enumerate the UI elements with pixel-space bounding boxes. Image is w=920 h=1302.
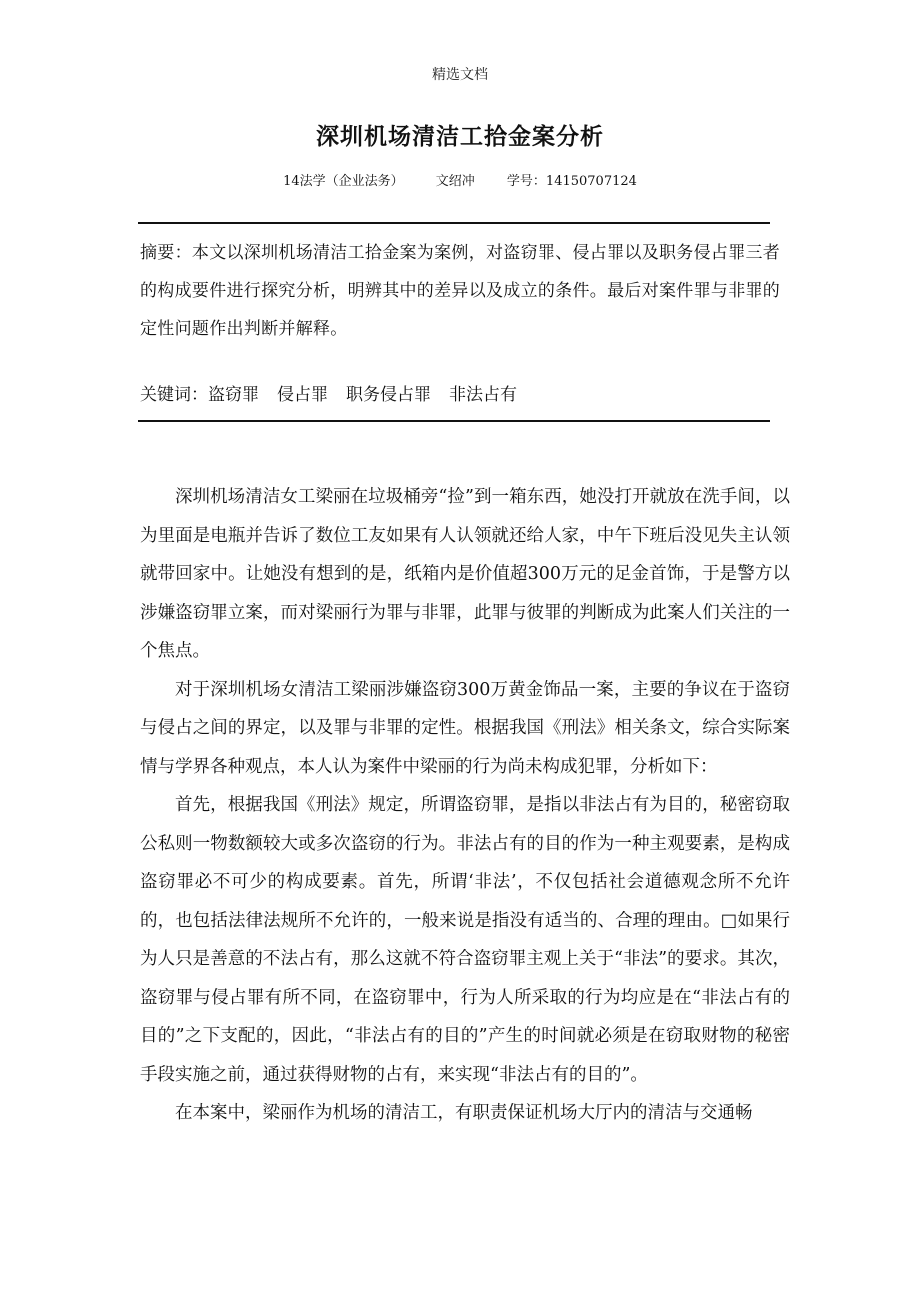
- author-name: 文绍冲: [435, 174, 475, 189]
- document-title: 深圳机场清洁工拾金案分析: [316, 123, 604, 150]
- keyword-item: 职务侵占罪: [346, 385, 431, 405]
- keyword-item: 盗窃罪: [208, 385, 259, 405]
- bottom-divider: [138, 420, 770, 422]
- abstract: 摘要：本文以深圳机场清洁工拾金案为案例，对盗窃罪、侵占罪以及职务侵占罪三者的构成要件进行探究分析，明辨其中的差异以及成立的条件。最后对案件罪与非罪的定性问题作出判断并解释。: [140, 243, 781, 339]
- body-text: [140, 478, 790, 1133]
- paragraph: 在本案中，梁丽作为机场的清洁工，有职责保证机场大厅内的清洁与交通畅: [175, 1103, 753, 1123]
- author-class: 14法学（企业法务）: [283, 174, 404, 189]
- author-student-id: 学号：14150707124: [506, 174, 637, 189]
- keywords: [140, 376, 780, 414]
- keyword-item: 非法占有: [449, 385, 517, 405]
- paragraph: 深圳机场清洁女工梁丽在垃圾桶旁“捡”到一箱东西，她没打开就放在洗手间，以为里面是电瓶并告诉了数位工友如果有人认领就还给人家，中午下班后没见失主认领就带回家中。让她没有想到的是，纸箱内是价值超300万元的足金首饰，于是警方以涉嫌盗窃罪立案，而对梁丽行为罪与非罪，此罪与彼罪的判断成为此案人们关注的一个焦点。: [140, 487, 790, 661]
- keywords-list: [208, 385, 535, 405]
- author-line: [0, 170, 920, 189]
- top-divider: [138, 222, 770, 224]
- paragraph: 对于深圳机场女清洁工梁丽涉嫌盗窃300万黄金饰品一案，主要的争议在于盗窃与侵占之间的界定，以及罪与非罪的定性。根据我国《刑法》相关条文，综合实际案情与学界各种观点，本人认为案件中梁丽的行为尚未构成犯罪，分析如下：: [140, 679, 790, 777]
- paragraph: 首先，根据我国《刑法》规定，所谓盗窃罪，是指以非法占有为目的，秘密窃取公私则一物数额较大或多次盗窃的行为。非法占有的目的作为一种主观要素，是构成盗窃罪必不可少的构成要素。首先，所谓‘非法’，不仅包括社会道德观念所不允许的，也包括法律法规所不允许的，一般来说是指没有适当的、合理的理由。□如果行为人只是善意的不法占有，那么这就不符合盗窃罪主观上关于“非法”的要求。其次，盗窃罪与侵占罪有所不同，在盗窃罪中，行为人所采取的行为均应是在“非法占有的目的”之下支配的，因此，“非法占有的目的”产生的时间就必须是在窃取财物的秘密手段实施之前，通过获得财物的占有，来实现“非法占有的目的”。: [140, 795, 790, 1085]
- keyword-item: 侵占罪: [277, 385, 328, 405]
- page-header: 精选文档: [432, 67, 488, 83]
- keywords-label: 关键词：: [140, 385, 208, 405]
